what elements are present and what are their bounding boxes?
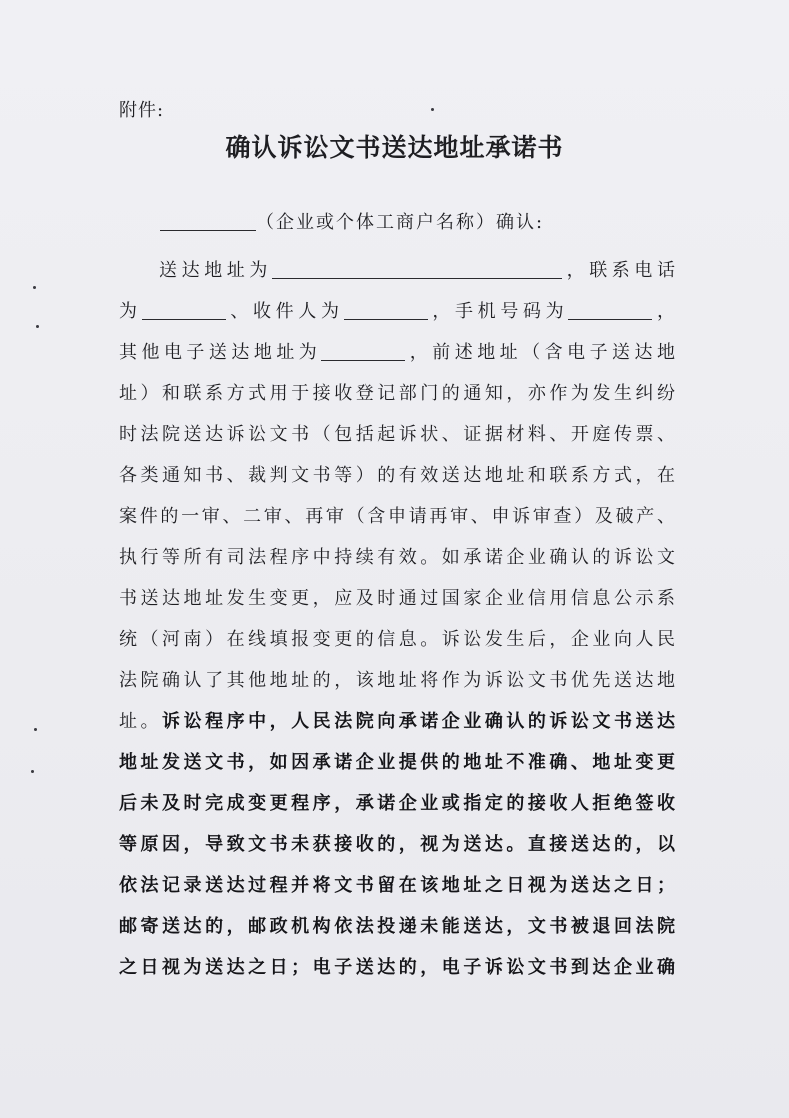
body-line-16: 依法记录送达过程并将文书留在该地址之日视为送达之日； [119, 875, 675, 896]
scan-speck [33, 286, 36, 289]
address-blank[interactable] [272, 258, 562, 279]
body-line-5: 时法院送达诉讼文书（包括起诉状、证据材料、开庭传票、 [119, 424, 675, 445]
body-line-4: 址）和联系方式用于接收登记部门的通知，亦作为发生纠纷 [119, 383, 675, 404]
body-line-10: 统（河南）在线填报变更的信息。诉讼发生后，企业向人民 [119, 629, 675, 650]
body-line-17: 邮寄送达的，邮政机构依法投递未能送达，文书被退回法院 [119, 916, 675, 937]
document-title: 确认诉讼文书送达地址承诺书 [225, 133, 564, 162]
body-line-9: 书送达地址发生变更，应及时通过国家企业信用信息公示系 [119, 588, 675, 609]
body-line-14: 后未及时完成变更程序，承诺企业或指定的接收人拒绝签收 [119, 793, 675, 814]
scan-speck [34, 728, 37, 731]
body-line-3: 其他电子送达地址为 ，前述地址（含电子送达地 [119, 342, 676, 363]
body-line-18: 之日视为送达之日；电子送达的，电子诉讼文书到达企业确 [119, 957, 675, 978]
commitment-body [119, 250, 675, 988]
body-line-13: 地址发送文书，如因承诺企业提供的地址不准确、地址变更 [119, 752, 675, 773]
company-name-confirm-line [160, 208, 544, 234]
body-line-6: 各类通知书、裁判文书等）的有效送达地址和联系方式，在 [119, 465, 675, 486]
company-name-confirm-text: （企业或个体工商户名称）确认: [256, 212, 545, 233]
company-name-blank[interactable] [160, 210, 256, 231]
scan-speck [36, 325, 39, 328]
scan-speck [431, 108, 434, 111]
body-line-2: 为 、收件人为 ，手机号码为 ， [119, 301, 676, 322]
email-blank[interactable] [321, 340, 405, 361]
body-line-1: 送达地址为 ，联系电话 [159, 260, 675, 281]
scan-speck [31, 770, 34, 773]
body-line-12: 址。诉讼程序中，人民法院向承诺企业确认的诉讼文书送达 [119, 711, 676, 732]
body-line-7: 案件的一审、二审、再审（含申请再审、申诉审查）及破产、 [119, 506, 675, 527]
recipient-blank[interactable] [344, 299, 428, 320]
mobile-blank[interactable] [568, 299, 652, 320]
body-line-8: 执行等所有司法程序中持续有效。如承诺企业确认的诉讼文 [119, 547, 675, 568]
body-line-15: 等原因，导致文书未获接收的，视为送达。直接送达的，以 [119, 834, 675, 855]
body-line-11: 法院确认了其他地址的，该地址将作为诉讼文书优先送达地 [119, 670, 675, 691]
attachment-label: 附件: [119, 100, 165, 121]
phone-blank[interactable] [142, 299, 226, 320]
